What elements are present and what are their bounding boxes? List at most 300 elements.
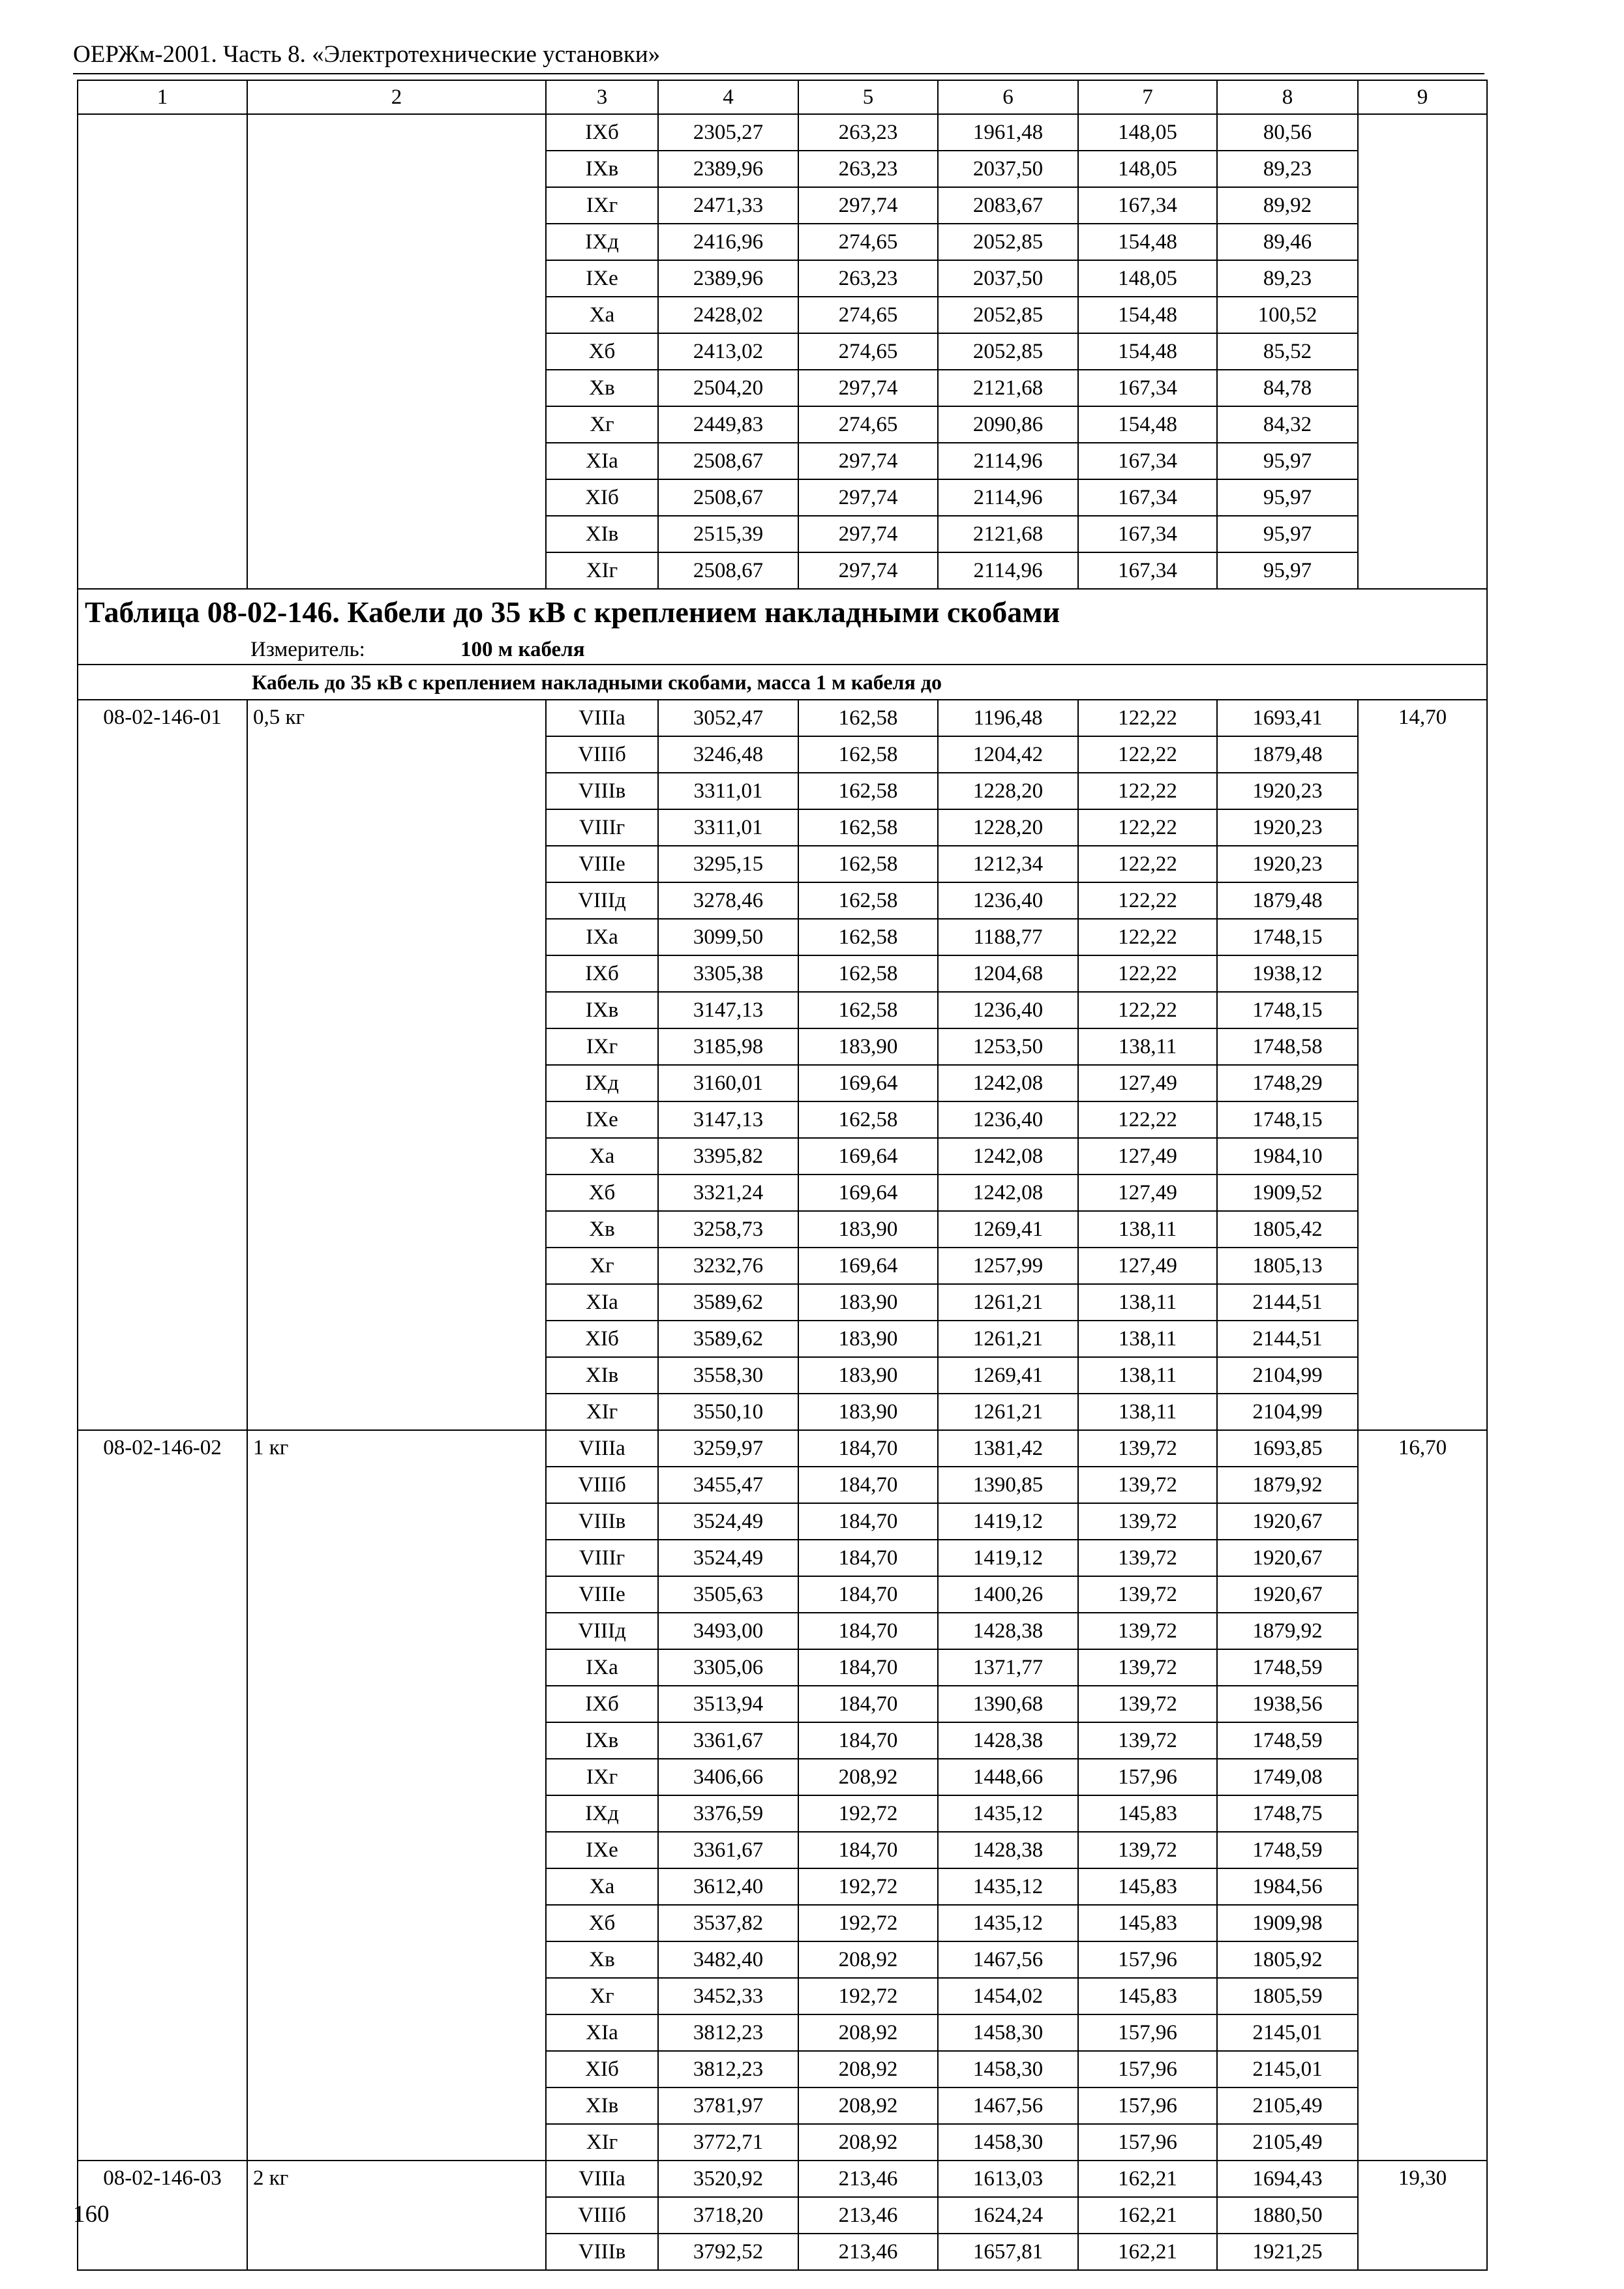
value-cell: 1390,68 <box>938 1686 1078 1722</box>
value-cell: 2144,51 <box>1217 1321 1358 1357</box>
value-cell: 1748,15 <box>1217 992 1358 1028</box>
value-cell: 2504,20 <box>658 370 798 406</box>
resource-class-cell: Xб <box>546 1174 658 1211</box>
value-cell: 3505,63 <box>658 1576 798 1613</box>
resource-class-cell: IXд <box>546 1795 658 1832</box>
value-cell: 145,83 <box>1078 1868 1217 1905</box>
value-cell: 1253,50 <box>938 1028 1078 1065</box>
value-cell: 157,96 <box>1078 2051 1217 2087</box>
value-cell: 3361,67 <box>658 1832 798 1868</box>
resource-class-cell: VIIIг <box>546 1540 658 1576</box>
value-cell: 1419,12 <box>938 1540 1078 1576</box>
value-cell: 1428,38 <box>938 1832 1078 1868</box>
cable-mass-cell: 19,30 <box>1358 2161 1487 2270</box>
value-cell: 1909,52 <box>1217 1174 1358 1211</box>
resource-class-cell: VIIIв <box>546 2234 658 2270</box>
value-cell: 1920,23 <box>1217 846 1358 882</box>
value-cell: 89,92 <box>1217 187 1358 224</box>
value-cell: 157,96 <box>1078 2087 1217 2124</box>
value-cell: 1879,92 <box>1217 1467 1358 1503</box>
rate-name-cell: 2 кг <box>247 2161 546 2270</box>
value-cell: 1693,41 <box>1217 700 1358 736</box>
value-cell: 1236,40 <box>938 882 1078 919</box>
value-cell: 274,65 <box>798 333 938 370</box>
rate-code-cell: 08-02-146-02 <box>78 1430 247 2161</box>
value-cell: 3395,82 <box>658 1138 798 1174</box>
value-cell: 263,23 <box>798 114 938 151</box>
value-cell: 1454,02 <box>938 1978 1078 2014</box>
value-cell: 1909,98 <box>1217 1905 1358 1941</box>
value-cell: 1694,43 <box>1217 2161 1358 2197</box>
value-cell: 297,74 <box>798 370 938 406</box>
value-cell: 184,70 <box>798 1430 938 1467</box>
value-cell: 1204,68 <box>938 955 1078 992</box>
value-cell: 2083,67 <box>938 187 1078 224</box>
value-cell: 3099,50 <box>658 919 798 955</box>
meter-cell <box>78 635 1487 665</box>
resource-class-cell: VIIIе <box>546 1576 658 1613</box>
value-cell: 162,21 <box>1078 2161 1217 2197</box>
column-number: 6 <box>938 80 1078 114</box>
value-cell: 154,48 <box>1078 224 1217 260</box>
value-cell: 1624,24 <box>938 2197 1078 2234</box>
value-cell: 89,46 <box>1217 224 1358 260</box>
value-cell: 162,58 <box>798 700 938 736</box>
value-cell: 3376,59 <box>658 1795 798 1832</box>
value-cell: 1435,12 <box>938 1905 1078 1941</box>
value-cell: 148,05 <box>1078 114 1217 151</box>
rate-name-cell: 1 кг <box>247 1430 546 2161</box>
column-number: 8 <box>1217 80 1358 114</box>
value-cell: 1805,92 <box>1217 1941 1358 1978</box>
meter-label: Измеритель: <box>250 638 365 661</box>
resource-class-cell: IXг <box>546 187 658 224</box>
value-cell: 1467,56 <box>938 1941 1078 1978</box>
resource-class-cell: VIIIе <box>546 846 658 882</box>
value-cell: 2114,96 <box>938 479 1078 516</box>
value-cell: 139,72 <box>1078 1722 1217 1759</box>
resource-class-cell: XIа <box>546 443 658 479</box>
value-cell: 139,72 <box>1078 1576 1217 1613</box>
value-cell: 184,70 <box>798 1540 938 1576</box>
table-row <box>78 1430 1487 1467</box>
value-cell: 2052,85 <box>938 333 1078 370</box>
resource-class-cell: IXб <box>546 955 658 992</box>
resource-class-cell: VIIIа <box>546 2161 658 2197</box>
name-cell <box>247 114 546 589</box>
value-cell: 1261,21 <box>938 1394 1078 1430</box>
value-cell: 1748,59 <box>1217 1722 1358 1759</box>
rate-code-cell: 08-02-146-03 <box>78 2161 247 2270</box>
value-cell: 2449,83 <box>658 406 798 443</box>
value-cell: 1657,81 <box>938 2234 1078 2270</box>
value-cell: 1920,67 <box>1217 1540 1358 1576</box>
value-cell: 1748,59 <box>1217 1832 1358 1868</box>
table-title-row <box>78 589 1487 635</box>
resource-class-cell: VIIIа <box>546 700 658 736</box>
value-cell: 139,72 <box>1078 1686 1217 1722</box>
value-cell: 1613,03 <box>938 2161 1078 2197</box>
value-cell: 1748,15 <box>1217 919 1358 955</box>
value-cell: 138,11 <box>1078 1394 1217 1430</box>
value-cell: 162,21 <box>1078 2197 1217 2234</box>
column-number: 3 <box>546 80 658 114</box>
value-cell: 1458,30 <box>938 2124 1078 2161</box>
value-cell: 263,23 <box>798 260 938 297</box>
code-cell <box>78 114 247 589</box>
value-cell: 1236,40 <box>938 992 1078 1028</box>
value-cell: 138,11 <box>1078 1284 1217 1321</box>
resource-class-cell: Xв <box>546 1941 658 1978</box>
value-cell: 1261,21 <box>938 1321 1078 1357</box>
value-cell: 2389,96 <box>658 260 798 297</box>
value-cell: 274,65 <box>798 297 938 333</box>
value-cell: 1196,48 <box>938 700 1078 736</box>
value-cell: 122,22 <box>1078 992 1217 1028</box>
value-cell: 2471,33 <box>658 187 798 224</box>
value-cell: 145,83 <box>1078 1905 1217 1941</box>
value-cell: 2121,68 <box>938 370 1078 406</box>
value-cell: 1428,38 <box>938 1722 1078 1759</box>
value-cell: 1879,48 <box>1217 736 1358 773</box>
value-cell: 1261,21 <box>938 1284 1078 1321</box>
value-cell: 192,72 <box>798 1795 938 1832</box>
column-number: 2 <box>247 80 546 114</box>
value-cell: 1400,26 <box>938 1576 1078 1613</box>
value-cell: 3524,49 <box>658 1503 798 1540</box>
value-cell: 80,56 <box>1217 114 1358 151</box>
value-cell: 183,90 <box>798 1284 938 1321</box>
value-cell: 3361,67 <box>658 1722 798 1759</box>
resource-class-cell: IXд <box>546 224 658 260</box>
value-cell: 167,34 <box>1078 443 1217 479</box>
value-cell: 127,49 <box>1078 1174 1217 1211</box>
resource-class-cell: IXе <box>546 1101 658 1138</box>
resource-class-cell: IXа <box>546 1649 658 1686</box>
value-cell: 208,92 <box>798 2051 938 2087</box>
value-cell: 127,49 <box>1078 1248 1217 1284</box>
value-cell: 1805,42 <box>1217 1211 1358 1248</box>
value-cell: 1693,85 <box>1217 1430 1358 1467</box>
resource-class-cell: XIа <box>546 1284 658 1321</box>
column-number: 1 <box>78 80 247 114</box>
resource-class-cell: IXд <box>546 1065 658 1101</box>
value-cell: 3792,52 <box>658 2234 798 2270</box>
value-cell: 3147,13 <box>658 992 798 1028</box>
value-cell: 2105,49 <box>1217 2124 1358 2161</box>
value-cell: 1228,20 <box>938 773 1078 809</box>
value-cell: 2144,51 <box>1217 1284 1358 1321</box>
value-cell: 169,64 <box>798 1138 938 1174</box>
value-cell: 274,65 <box>798 224 938 260</box>
value-cell: 3160,01 <box>658 1065 798 1101</box>
value-cell: 167,34 <box>1078 187 1217 224</box>
value-cell: 1467,56 <box>938 2087 1078 2124</box>
resource-class-cell: VIIIб <box>546 1467 658 1503</box>
value-cell: 1749,08 <box>1217 1759 1358 1795</box>
value-cell: 162,58 <box>798 809 938 846</box>
last-column-cell <box>1358 114 1487 589</box>
value-cell: 122,22 <box>1078 882 1217 919</box>
value-cell: 139,72 <box>1078 1540 1217 1576</box>
value-cell: 2105,49 <box>1217 2087 1358 2124</box>
value-cell: 122,22 <box>1078 1101 1217 1138</box>
value-cell: 3311,01 <box>658 809 798 846</box>
resource-class-cell: VIIIв <box>546 1503 658 1540</box>
value-cell: 3246,48 <box>658 736 798 773</box>
value-cell: 95,97 <box>1217 479 1358 516</box>
value-cell: 3812,23 <box>658 2051 798 2087</box>
resource-class-cell: VIIIб <box>546 2197 658 2234</box>
value-cell: 184,70 <box>798 1832 938 1868</box>
value-cell: 154,48 <box>1078 333 1217 370</box>
page-number: 160 <box>73 2201 110 2228</box>
value-cell: 3812,23 <box>658 2014 798 2051</box>
value-cell: 84,78 <box>1217 370 1358 406</box>
resource-class-cell: VIIIа <box>546 1430 658 1467</box>
value-cell: 1371,77 <box>938 1649 1078 1686</box>
value-cell: 183,90 <box>798 1357 938 1394</box>
value-cell: 3147,13 <box>658 1101 798 1138</box>
value-cell: 162,58 <box>798 882 938 919</box>
value-cell: 162,58 <box>798 773 938 809</box>
resource-class-cell: VIIIв <box>546 773 658 809</box>
value-cell: 183,90 <box>798 1394 938 1430</box>
value-cell: 138,11 <box>1078 1357 1217 1394</box>
resource-class-cell: XIг <box>546 552 658 589</box>
value-cell: 154,48 <box>1078 297 1217 333</box>
resource-class-cell: Xг <box>546 406 658 443</box>
value-cell: 208,92 <box>798 1941 938 1978</box>
value-cell: 122,22 <box>1078 846 1217 882</box>
value-cell: 2428,02 <box>658 297 798 333</box>
resource-class-cell: IXа <box>546 919 658 955</box>
value-cell: 297,74 <box>798 443 938 479</box>
value-cell: 192,72 <box>798 1868 938 1905</box>
value-cell: 213,46 <box>798 2161 938 2197</box>
value-cell: 3259,97 <box>658 1430 798 1467</box>
value-cell: 3406,66 <box>658 1759 798 1795</box>
value-cell: 3452,33 <box>658 1978 798 2014</box>
page-header: ОЕРЖм-2001. Часть 8. «Электротехнические установки» <box>73 41 661 68</box>
value-cell: 122,22 <box>1078 736 1217 773</box>
resource-class-cell: XIб <box>546 1321 658 1357</box>
value-cell: 157,96 <box>1078 2014 1217 2051</box>
cable-mass-cell: 14,70 <box>1358 700 1487 1430</box>
rate-code-cell: 08-02-146-01 <box>78 700 247 1430</box>
meter-row <box>78 635 1487 665</box>
value-cell: 1428,38 <box>938 1613 1078 1649</box>
value-cell: 145,83 <box>1078 1978 1217 2014</box>
table-subtitle: Кабель до 35 кВ с креплением накладными скобами, масса 1 м кабеля до <box>78 665 1487 700</box>
value-cell: 263,23 <box>798 151 938 187</box>
value-cell: 1805,13 <box>1217 1248 1358 1284</box>
resource-class-cell: IXб <box>546 114 658 151</box>
value-cell: 1748,29 <box>1217 1065 1358 1101</box>
value-cell: 3781,97 <box>658 2087 798 2124</box>
value-cell: 167,34 <box>1078 552 1217 589</box>
resource-class-cell: Xв <box>546 1211 658 1248</box>
value-cell: 183,90 <box>798 1211 938 1248</box>
value-cell: 208,92 <box>798 1759 938 1795</box>
value-cell: 3772,71 <box>658 2124 798 2161</box>
value-cell: 162,21 <box>1078 2234 1217 2270</box>
value-cell: 184,70 <box>798 1686 938 1722</box>
value-cell: 138,11 <box>1078 1028 1217 1065</box>
value-cell: 3558,30 <box>658 1357 798 1394</box>
value-cell: 2114,96 <box>938 552 1078 589</box>
value-cell: 297,74 <box>798 516 938 552</box>
value-cell: 192,72 <box>798 1978 938 2014</box>
value-cell: 1748,75 <box>1217 1795 1358 1832</box>
value-cell: 2389,96 <box>658 151 798 187</box>
value-cell: 2508,67 <box>658 479 798 516</box>
value-cell: 3305,38 <box>658 955 798 992</box>
value-cell: 162,58 <box>798 919 938 955</box>
value-cell: 3524,49 <box>658 1540 798 1576</box>
value-cell: 3550,10 <box>658 1394 798 1430</box>
value-cell: 274,65 <box>798 406 938 443</box>
value-cell: 1204,42 <box>938 736 1078 773</box>
value-cell: 162,58 <box>798 736 938 773</box>
value-cell: 1257,99 <box>938 1248 1078 1284</box>
resource-class-cell: XIв <box>546 1357 658 1394</box>
value-cell: 3589,62 <box>658 1284 798 1321</box>
value-cell: 169,64 <box>798 1065 938 1101</box>
value-cell: 1242,08 <box>938 1138 1078 1174</box>
resource-class-cell: VIIIг <box>546 809 658 846</box>
value-cell: 1236,40 <box>938 1101 1078 1138</box>
value-cell: 1880,50 <box>1217 2197 1358 2234</box>
resource-class-cell: IXе <box>546 260 658 297</box>
value-cell: 3718,20 <box>658 2197 798 2234</box>
value-cell: 3311,01 <box>658 773 798 809</box>
resource-class-cell: IXб <box>546 1686 658 1722</box>
table-row <box>78 2161 1487 2197</box>
value-cell: 183,90 <box>798 1321 938 1357</box>
resource-class-cell: IXг <box>546 1759 658 1795</box>
value-cell: 184,70 <box>798 1649 938 1686</box>
value-cell: 184,70 <box>798 1613 938 1649</box>
value-cell: 138,11 <box>1078 1211 1217 1248</box>
resource-class-cell: XIв <box>546 516 658 552</box>
value-cell: 139,72 <box>1078 1649 1217 1686</box>
resource-class-cell: XIг <box>546 1394 658 1430</box>
resource-class-cell: VIIIд <box>546 882 658 919</box>
resource-class-cell: IXв <box>546 992 658 1028</box>
value-cell: 157,96 <box>1078 1941 1217 1978</box>
value-cell: 157,96 <box>1078 2124 1217 2161</box>
value-cell: 148,05 <box>1078 260 1217 297</box>
resource-class-cell: Xа <box>546 297 658 333</box>
value-cell: 95,97 <box>1217 552 1358 589</box>
column-number-row <box>78 80 1487 114</box>
value-cell: 169,64 <box>798 1174 938 1211</box>
value-cell: 208,92 <box>798 2087 938 2124</box>
value-cell: 2145,01 <box>1217 2051 1358 2087</box>
value-cell: 95,97 <box>1217 516 1358 552</box>
value-cell: 85,52 <box>1217 333 1358 370</box>
value-cell: 2037,50 <box>938 260 1078 297</box>
value-cell: 139,72 <box>1078 1467 1217 1503</box>
value-cell: 1805,59 <box>1217 1978 1358 2014</box>
value-cell: 1920,23 <box>1217 773 1358 809</box>
value-cell: 154,48 <box>1078 406 1217 443</box>
value-cell: 2104,99 <box>1217 1394 1358 1430</box>
value-cell: 1458,30 <box>938 2051 1078 2087</box>
subtitle-row <box>78 665 1487 700</box>
value-cell: 162,58 <box>798 1101 938 1138</box>
value-cell: 167,34 <box>1078 516 1217 552</box>
value-cell: 2121,68 <box>938 516 1078 552</box>
value-cell: 1879,92 <box>1217 1613 1358 1649</box>
column-number: 4 <box>658 80 798 114</box>
value-cell: 139,72 <box>1078 1613 1217 1649</box>
value-cell: 122,22 <box>1078 955 1217 992</box>
value-cell: 1242,08 <box>938 1174 1078 1211</box>
value-cell: 148,05 <box>1078 151 1217 187</box>
value-cell: 1961,48 <box>938 114 1078 151</box>
value-cell: 1920,67 <box>1217 1503 1358 1540</box>
value-cell: 139,72 <box>1078 1503 1217 1540</box>
value-cell: 127,49 <box>1078 1065 1217 1101</box>
value-cell: 122,22 <box>1078 700 1217 736</box>
value-cell: 1212,34 <box>938 846 1078 882</box>
value-cell: 122,22 <box>1078 809 1217 846</box>
resource-class-cell: Xа <box>546 1868 658 1905</box>
value-cell: 1938,56 <box>1217 1686 1358 1722</box>
value-cell: 145,83 <box>1078 1795 1217 1832</box>
value-cell: 213,46 <box>798 2234 938 2270</box>
resource-class-cell: IXв <box>546 151 658 187</box>
value-cell: 162,58 <box>798 955 938 992</box>
value-cell: 1188,77 <box>938 919 1078 955</box>
value-cell: 2114,96 <box>938 443 1078 479</box>
value-cell: 1419,12 <box>938 1503 1078 1540</box>
value-cell: 1938,12 <box>1217 955 1358 992</box>
value-cell: 162,58 <box>798 846 938 882</box>
resource-class-cell: XIа <box>546 2014 658 2051</box>
resource-class-cell: VIIIб <box>546 736 658 773</box>
value-cell: 183,90 <box>798 1028 938 1065</box>
value-cell: 184,70 <box>798 1503 938 1540</box>
value-cell: 100,52 <box>1217 297 1358 333</box>
value-cell: 122,22 <box>1078 773 1217 809</box>
value-cell: 3482,40 <box>658 1941 798 1978</box>
value-cell: 2515,39 <box>658 516 798 552</box>
value-cell: 3321,24 <box>658 1174 798 1211</box>
value-cell: 95,97 <box>1217 443 1358 479</box>
value-cell: 84,32 <box>1217 406 1358 443</box>
value-cell: 3232,76 <box>658 1248 798 1284</box>
resource-class-cell: XIв <box>546 2087 658 2124</box>
table-title: Таблица 08-02-146. Кабели до 35 кВ с креплением накладными скобами <box>78 589 1487 635</box>
value-cell: 3305,06 <box>658 1649 798 1686</box>
value-cell: 2416,96 <box>658 224 798 260</box>
value-cell: 1458,30 <box>938 2014 1078 2051</box>
value-cell: 297,74 <box>798 479 938 516</box>
value-cell: 1984,10 <box>1217 1138 1358 1174</box>
value-cell: 1390,85 <box>938 1467 1078 1503</box>
value-cell: 167,34 <box>1078 370 1217 406</box>
value-cell: 3520,92 <box>658 2161 798 2197</box>
value-cell: 167,34 <box>1078 479 1217 516</box>
value-cell: 1921,25 <box>1217 2234 1358 2270</box>
value-cell: 1242,08 <box>938 1065 1078 1101</box>
value-cell: 3537,82 <box>658 1905 798 1941</box>
value-cell: 2508,67 <box>658 552 798 589</box>
value-cell: 213,46 <box>798 2197 938 2234</box>
